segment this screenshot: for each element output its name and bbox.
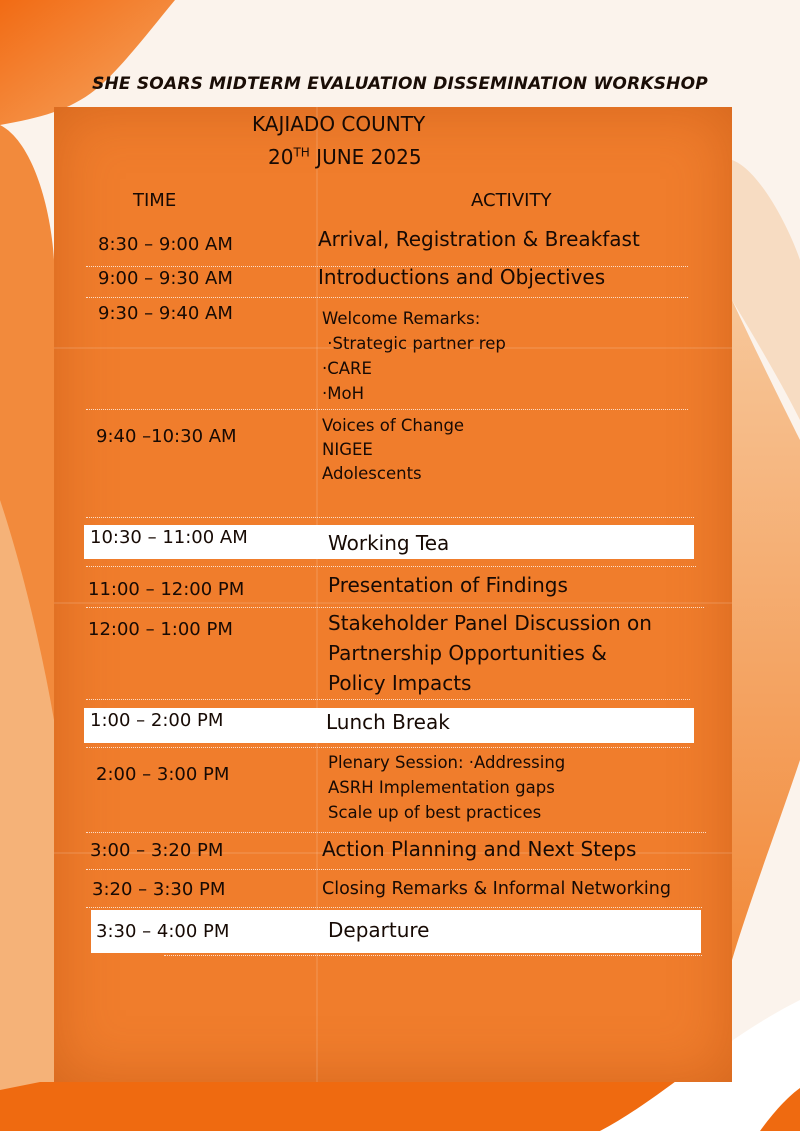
row-separator [86, 517, 694, 518]
row-separator [86, 907, 702, 908]
schedule-row-activity: Presentation of Findings [328, 573, 568, 597]
activity-line: Scale up of best practices [328, 803, 542, 822]
activity-line: Partnership Opportunities & [328, 641, 607, 665]
schedule-row-time: 12:00 – 1:00 PM [88, 619, 233, 640]
row-separator [86, 747, 690, 748]
schedule-row-activity: Departure [328, 918, 430, 942]
activity-line: ·Strategic partner rep [322, 334, 506, 353]
schedule-row-time: 10:30 – 11:00 AM [90, 527, 248, 548]
schedule-row-time: 8:30 – 9:00 AM [98, 234, 233, 255]
county-title: KAJIADO COUNTY [252, 112, 426, 136]
row-separator [86, 869, 690, 870]
schedule-row-time: 1:00 – 2:00 PM [90, 710, 224, 731]
activity-line: Stakeholder Panel Discussion on [328, 611, 652, 635]
schedule-row-activity: Closing Remarks & Informal Networking [322, 879, 671, 899]
workshop-banner-title: SHE SOARS MIDTERM EVALUATION DISSEMINATION WORKSHOP [92, 74, 708, 94]
schedule-row-time: 11:00 – 12:00 PM [88, 579, 245, 600]
activity-line: ·CARE [322, 359, 372, 378]
schedule-row-time: 9:00 – 9:30 AM [98, 268, 233, 289]
schedule-row-time: 9:30 – 9:40 AM [98, 303, 233, 324]
activity-line: Plenary Session: ·Addressing [328, 753, 566, 772]
schedule-row-time: 3:30 – 4:00 PM [96, 921, 230, 942]
activity-line: ASRH Implementation gaps [328, 778, 555, 797]
activity-column-header: ACTIVITY [471, 190, 552, 211]
schedule-row-activity [328, 750, 565, 825]
schedule-row-activity: Lunch Break [326, 710, 450, 734]
schedule-row-activity: Introductions and Objectives [318, 265, 606, 289]
row-separator [86, 832, 706, 833]
activity-line: Adolescents [322, 464, 422, 483]
event-date: 20TH JUNE 2025 [268, 145, 422, 169]
row-separator [86, 297, 688, 298]
row-separator [86, 699, 690, 700]
schedule-row-activity: Arrival, Registration & Breakfast [318, 227, 640, 251]
paper-fold-line [54, 602, 732, 604]
activity-line: Policy Impacts [328, 671, 472, 695]
row-separator [164, 955, 702, 956]
schedule-panel [54, 107, 732, 1082]
schedule-row-activity [322, 414, 464, 486]
schedule-row-time: 3:00 – 3:20 PM [90, 840, 224, 861]
schedule-row-activity: Working Tea [328, 531, 450, 555]
row-separator [86, 566, 696, 567]
schedule-row-time: 3:20 – 3:30 PM [92, 879, 226, 900]
activity-line: Welcome Remarks: [322, 309, 481, 328]
activity-line: Voices of Change [322, 416, 465, 435]
row-separator [86, 409, 688, 410]
activity-line: NIGEE [322, 440, 373, 459]
time-column-header: TIME [133, 190, 177, 211]
schedule-row-activity [328, 608, 652, 698]
schedule-row-activity [322, 306, 506, 406]
activity-line: ·MoH [322, 384, 364, 403]
schedule-row-activity: Action Planning and Next Steps [322, 837, 637, 861]
schedule-row-time: 9:40 –10:30 AM [96, 426, 237, 447]
schedule-row-time: 2:00 – 3:00 PM [96, 764, 230, 785]
